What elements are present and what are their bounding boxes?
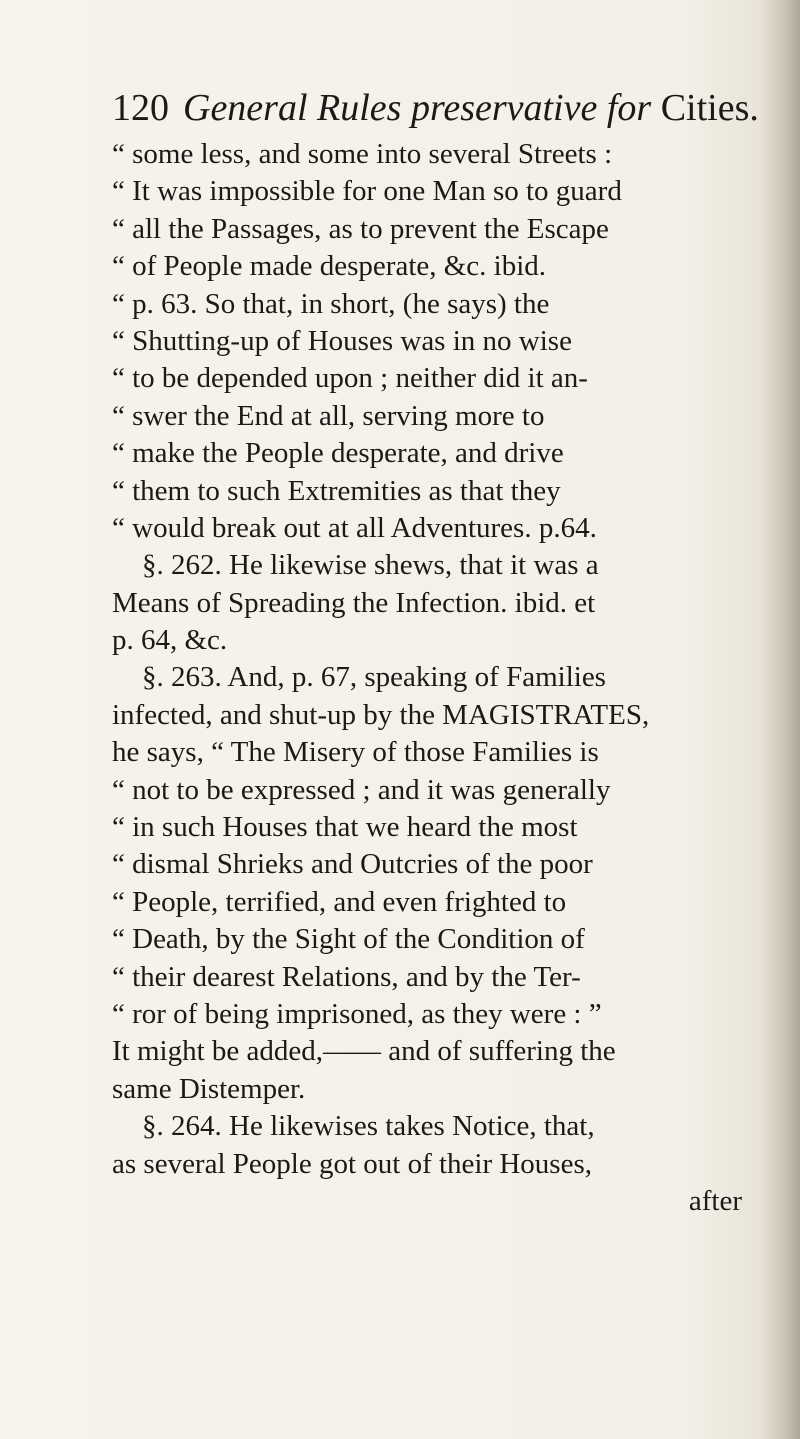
page-number: 120 bbox=[112, 87, 169, 129]
text-line: “ them to such Extremities as that they bbox=[112, 474, 561, 507]
catchword: after bbox=[688, 1184, 742, 1217]
text-line: “ ror of being imprisoned, as they were : ” bbox=[112, 997, 602, 1030]
text-line: It might be added,—— and of suffering the bbox=[112, 1035, 616, 1068]
text-line: “ p. 63. So that, in short, (he says) the bbox=[112, 287, 550, 320]
text-line: p. 64, &c. bbox=[112, 624, 228, 657]
text-line: “ not to be expressed ; and it was generally bbox=[112, 773, 611, 806]
text-line: “ Shutting-up of Houses was in no wise bbox=[112, 324, 572, 357]
page-body bbox=[112, 136, 742, 1220]
text-line: §. 262. He likewise shews, that it was a bbox=[142, 549, 599, 582]
text-line: “ People, terrified, and even frighted to bbox=[112, 885, 567, 918]
text-line: “ Death, by the Sight of the Condition of bbox=[112, 923, 585, 956]
text-line: “ It was impossible for one Man so to guard bbox=[112, 175, 622, 208]
running-header bbox=[112, 86, 759, 130]
text-line: “ all the Passages, as to prevent the Escape bbox=[112, 212, 609, 245]
text-line: same Distemper. bbox=[112, 1072, 306, 1105]
text-line: §. 264. He likewises takes Notice, that, bbox=[142, 1110, 595, 1143]
text-line: “ would break out at all Adventures. p.64. bbox=[112, 511, 597, 544]
text-line: “ make the People desperate, and drive bbox=[112, 437, 564, 470]
text-line: §. 263. And, p. 67, speaking of Families bbox=[142, 661, 606, 694]
text-line: he says, “ The Misery of those Families is bbox=[112, 736, 599, 769]
text-line: “ swer the End at all, serving more to bbox=[112, 399, 545, 432]
running-title-end: Cities. bbox=[660, 87, 759, 129]
page-edge-shadow bbox=[760, 0, 800, 1439]
text-line: “ some less, and some into several Streets : bbox=[112, 138, 613, 170]
text-line: “ in such Houses that we heard the most bbox=[112, 811, 578, 844]
text-line: infected, and shut-up by the MAGISTRATES, bbox=[112, 698, 650, 731]
running-title: General Rules preservative for bbox=[183, 87, 652, 129]
text-line: “ to be depended upon ; neither did it an- bbox=[112, 362, 588, 395]
text-line: “ of People made desperate, &c. ibid. bbox=[112, 250, 547, 283]
text-line: “ their dearest Relations, and by the Ter- bbox=[112, 960, 581, 993]
text-line: Means of Spreading the Infection. ibid. et bbox=[112, 586, 596, 619]
text-line: as several People got out of their Houses, bbox=[112, 1147, 593, 1180]
text-line: “ dismal Shrieks and Outcries of the poor bbox=[112, 848, 593, 881]
